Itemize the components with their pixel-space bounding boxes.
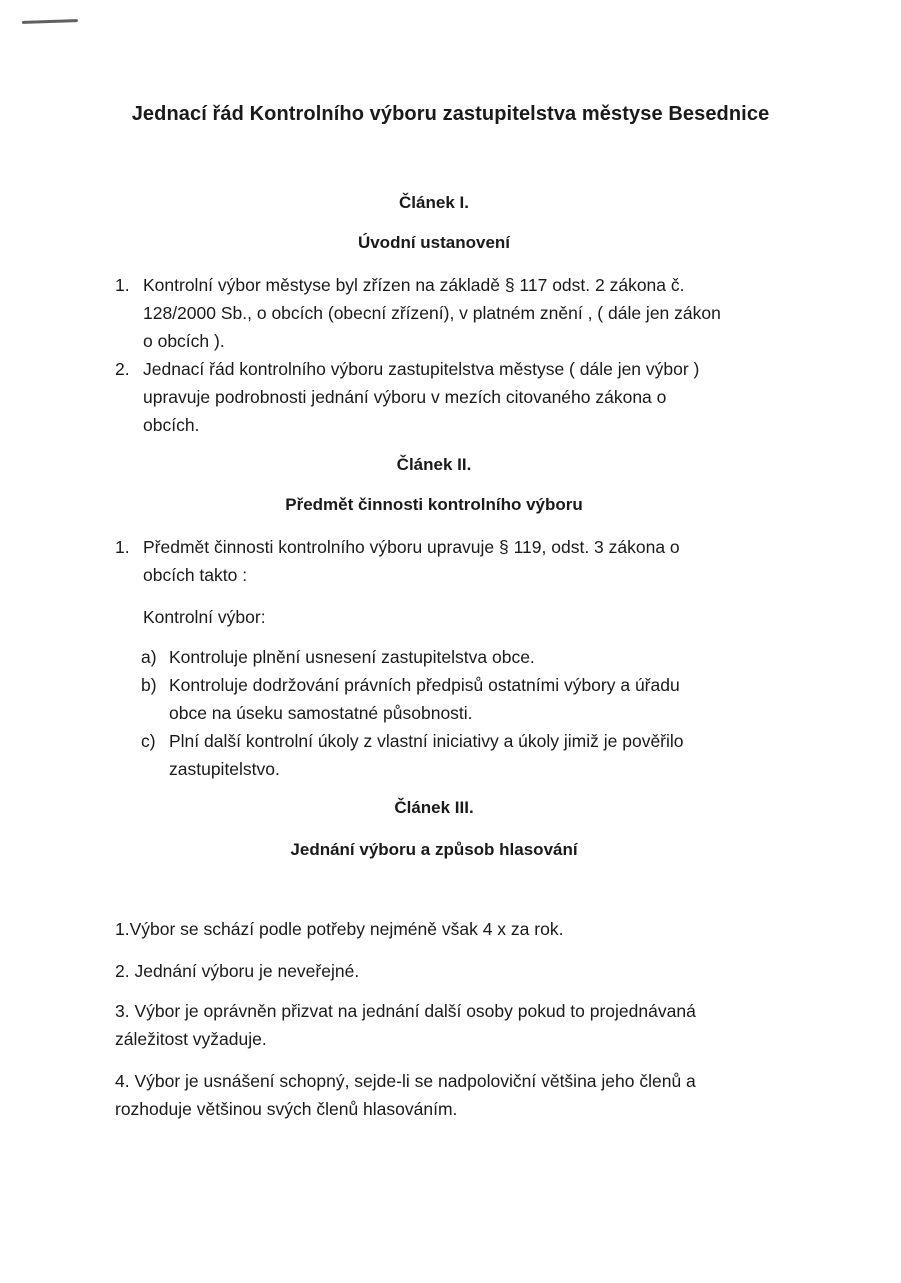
article-3-paragraph-3 bbox=[115, 997, 855, 1053]
article-3-paragraph-1 bbox=[115, 915, 835, 943]
paragraph-line: 3. Výbor je oprávněn přizvat na jednání další osoby pokud to projednávaná bbox=[115, 1001, 696, 1021]
article-2-item-1 bbox=[115, 533, 815, 589]
item-line: o obcích ). bbox=[143, 331, 225, 351]
paragraph-line: rozhoduje většinou svých členů hlasováním. bbox=[115, 1099, 458, 1119]
article-3-paragraph-2 bbox=[115, 957, 835, 985]
article-2-intro: Kontrolní výbor: bbox=[143, 607, 266, 627]
article-2-subitem-c bbox=[141, 727, 821, 783]
item-line: upravuje podrobnosti jednání výboru v mezích citovaného zákona o bbox=[143, 387, 667, 407]
article-3-subheading: Jednání výboru a způsob hlasování bbox=[290, 840, 578, 859]
article-1-heading: Článek I. bbox=[399, 193, 469, 212]
item-line: 128/2000 Sb., o obcích (obecní zřízení), v platném znění , ( dále jen zákon bbox=[143, 303, 721, 323]
article-1-item-2 bbox=[115, 355, 815, 439]
article-3-heading: Článek III. bbox=[394, 798, 474, 817]
item-line: Jednací řád kontrolního výboru zastupitelstva městyse ( dále jen výbor ) bbox=[143, 359, 700, 379]
paragraph-line: 4. Výbor je usnášení schopný, sejde-li se nadpoloviční většina jeho členů a bbox=[115, 1071, 696, 1091]
item-number: 2. bbox=[115, 359, 130, 379]
article-3-paragraph-4 bbox=[115, 1067, 855, 1123]
article-2-subitem-a bbox=[141, 643, 821, 671]
article-2-heading: Článek II. bbox=[396, 455, 472, 474]
subitem-letter: a) bbox=[141, 647, 157, 667]
article-2-subitem-b bbox=[141, 671, 821, 727]
paragraph-line: 2. Jednání výboru je neveřejné. bbox=[115, 961, 360, 981]
item-line: obcích. bbox=[143, 415, 200, 435]
paragraph-line: 1.Výbor se schází podle potřeby nejméně však 4 x za rok. bbox=[115, 919, 564, 939]
paragraph-line: záležitost vyžaduje. bbox=[115, 1029, 267, 1049]
item-line: Plní další kontrolní úkoly z vlastní iniciativy a úkoly jimiž je pověřilo bbox=[169, 731, 684, 751]
item-line: Kontroluje plnění usnesení zastupitelstva obce. bbox=[169, 647, 535, 667]
item-line: Kontroluje dodržování právních předpisů ostatními výbory a úřadu bbox=[169, 675, 680, 695]
item-line: Kontrolní výbor městyse byl zřízen na základě § 117 odst. 2 zákona č. bbox=[143, 275, 685, 295]
item-number: 1. bbox=[115, 537, 130, 557]
article-1-item-1 bbox=[115, 271, 815, 355]
item-line: obcích takto : bbox=[143, 565, 248, 585]
item-line: obce na úseku samostatné působnosti. bbox=[169, 703, 473, 723]
scan-mark bbox=[22, 19, 78, 24]
subitem-letter: b) bbox=[141, 675, 157, 695]
article-1-subheading: Úvodní ustanovení bbox=[357, 233, 511, 252]
item-line: zastupitelstvo. bbox=[169, 759, 280, 779]
item-number: 1. bbox=[115, 275, 130, 295]
article-2-subheading: Předmět činnosti kontrolního výboru bbox=[285, 495, 583, 514]
item-line: Předmět činnosti kontrolního výboru upravuje § 119, odst. 3 zákona o bbox=[143, 537, 680, 557]
document-title: Jednací řád Kontrolního výboru zastupitelstva městyse Besednice bbox=[131, 103, 770, 125]
subitem-letter: c) bbox=[141, 731, 156, 751]
